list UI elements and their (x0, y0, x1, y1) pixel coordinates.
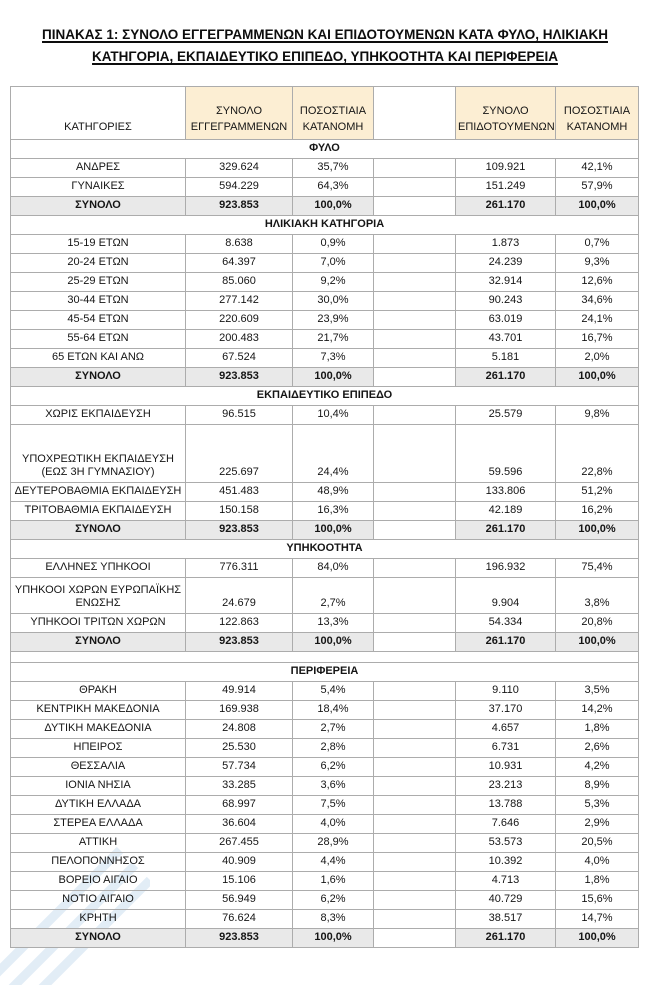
category-cell: ΔΥΤΙΚΗ ΕΛΛΑΔΑ (11, 796, 186, 815)
subsidized-pct-cell: 1,8% (556, 872, 639, 891)
registered-count-cell: 56.949 (186, 891, 293, 910)
subsidized-count-cell: 7.646 (456, 815, 556, 834)
category-cell: 20-24 ΕΤΩΝ (11, 254, 186, 273)
table-row (11, 739, 639, 758)
section-header-cell: ΕΚΠΑΙΔΕΥΤΙΚΟ ΕΠΙΠΕΔΟ (11, 387, 639, 406)
table-row (11, 853, 639, 872)
registered-count-cell: 923.853 (186, 929, 293, 948)
subsidized-count-cell: 5.181 (456, 349, 556, 368)
gap-cell (374, 254, 456, 273)
page-title (10, 24, 640, 67)
gap-cell (374, 891, 456, 910)
subsidized-pct-cell: 22,8% (556, 425, 639, 483)
subsidized-pct-cell: 75,4% (556, 559, 639, 578)
table-row (11, 834, 639, 853)
gap-cell (374, 483, 456, 502)
category-cell: ΣΥΝΟΛΟ (11, 521, 186, 540)
section-header-cell: ΦΥΛΟ (11, 140, 639, 159)
total-row (11, 368, 639, 387)
subsidized-count-cell: 90.243 (456, 292, 556, 311)
subsidized-count-cell: 59.596 (456, 425, 556, 483)
subsidized-pct-cell: 20,5% (556, 834, 639, 853)
subsidized-pct-cell: 2,9% (556, 815, 639, 834)
subsidized-pct-cell: 100,0% (556, 368, 639, 387)
table-row (11, 815, 639, 834)
table-row (11, 178, 639, 197)
registered-count-cell: 33.285 (186, 777, 293, 796)
subsidized-pct-cell: 0,7% (556, 235, 639, 254)
subsidized-pct-cell: 2,0% (556, 349, 639, 368)
subsidized-count-cell: 10.392 (456, 853, 556, 872)
subsidized-count-cell: 261.170 (456, 633, 556, 652)
gap-cell (374, 178, 456, 197)
registered-pct-cell: 4,0% (293, 815, 374, 834)
table-row (11, 701, 639, 720)
subsidized-count-cell: 6.731 (456, 739, 556, 758)
category-cell: ΝΟΤΙΟ ΑΙΓΑΙΟ (11, 891, 186, 910)
category-cell: ΧΩΡΙΣ ΕΚΠΑΙΔΕΥΣΗ (11, 406, 186, 425)
gap-cell (374, 559, 456, 578)
column-header-registered-pct: ΠΟΣΟΣΤΙΑΙΑ ΚΑΤΑΝΟΜΗ (293, 87, 374, 140)
registered-count-cell: 96.515 (186, 406, 293, 425)
table-row (11, 311, 639, 330)
gap-cell (374, 521, 456, 540)
subsidized-count-cell: 37.170 (456, 701, 556, 720)
registered-count-cell: 15.106 (186, 872, 293, 891)
registered-count-cell: 776.311 (186, 559, 293, 578)
category-cell: ΑΝΔΡΕΣ (11, 159, 186, 178)
category-cell: ΔΥΤΙΚΗ ΜΑΚΕΔΟΝΙΑ (11, 720, 186, 739)
subsidized-count-cell: 43.701 (456, 330, 556, 349)
gap-cell (374, 614, 456, 633)
registered-pct-cell: 7,0% (293, 254, 374, 273)
category-cell: ΚΡΗΤΗ (11, 910, 186, 929)
subsidized-pct-cell: 12,6% (556, 273, 639, 292)
subsidized-count-cell: 38.517 (456, 910, 556, 929)
table-row (11, 273, 639, 292)
header-row (11, 87, 639, 140)
table-row (11, 483, 639, 502)
gap-cell (374, 273, 456, 292)
subsidized-pct-cell: 5,3% (556, 796, 639, 815)
registered-pct-cell: 5,4% (293, 682, 374, 701)
category-cell: 25-29 ΕΤΩΝ (11, 273, 186, 292)
table-row (11, 720, 639, 739)
table-row (11, 235, 639, 254)
subsidized-pct-cell: 100,0% (556, 633, 639, 652)
gap-cell (374, 796, 456, 815)
registered-count-cell: 451.483 (186, 483, 293, 502)
subsidized-pct-cell: 3,5% (556, 682, 639, 701)
category-cell: ΤΡΙΤΟΒΑΘΜΙΑ ΕΚΠΑΙΔΕΥΣΗ (11, 502, 186, 521)
registered-count-cell: 594.229 (186, 178, 293, 197)
table-row (11, 159, 639, 178)
gap-cell (374, 872, 456, 891)
spacer-row (11, 652, 639, 663)
table-row (11, 502, 639, 521)
registered-pct-cell: 6,2% (293, 758, 374, 777)
section-header-row (11, 663, 639, 682)
subsidized-pct-cell: 9,8% (556, 406, 639, 425)
column-header-registered-total: ΣΥΝΟΛΟ ΕΓΓΕΓΡΑΜΜΕΝΩΝ (186, 87, 293, 140)
section-header-cell: ΥΠΗΚΟΟΤΗΤΑ (11, 540, 639, 559)
category-cell: ΒΟΡΕΙΟ ΑΙΓΑΙΟ (11, 872, 186, 891)
registered-pct-cell: 1,6% (293, 872, 374, 891)
subsidized-count-cell: 53.573 (456, 834, 556, 853)
registered-count-cell: 25.530 (186, 739, 293, 758)
table-row (11, 614, 639, 633)
gap-cell (374, 197, 456, 216)
registered-count-cell: 40.909 (186, 853, 293, 872)
subsidized-count-cell: 133.806 (456, 483, 556, 502)
category-cell: ΥΠΗΚΟΟΙ ΧΩΡΩΝ ΕΥΡΩΠΑΪΚΗΣ ΕΝΩΣΗΣ (11, 578, 186, 614)
gap-cell (374, 777, 456, 796)
table-row (11, 758, 639, 777)
category-cell: ΥΠΗΚΟΟΙ ΤΡΙΤΩΝ ΧΩΡΩΝ (11, 614, 186, 633)
registered-pct-cell: 2,7% (293, 578, 374, 614)
registered-count-cell: 225.697 (186, 425, 293, 483)
subsidized-pct-cell: 16,7% (556, 330, 639, 349)
subsidized-count-cell: 109.921 (456, 159, 556, 178)
subsidized-count-cell: 63.019 (456, 311, 556, 330)
category-cell: 15-19 ΕΤΩΝ (11, 235, 186, 254)
subsidized-count-cell: 40.729 (456, 891, 556, 910)
table-row (11, 559, 639, 578)
subsidized-pct-cell: 4,0% (556, 853, 639, 872)
gap-cell (374, 739, 456, 758)
subsidized-count-cell: 23.213 (456, 777, 556, 796)
gap-cell (374, 929, 456, 948)
registered-pct-cell: 3,6% (293, 777, 374, 796)
subsidized-pct-cell: 100,0% (556, 197, 639, 216)
subsidized-pct-cell: 3,8% (556, 578, 639, 614)
page-title-line-1: ΠΙΝΑΚΑΣ 1: ΣΥΝΟΛΟ ΕΓΓΕΓΡΑΜΜΕΝΩΝ ΚΑΙ ΕΠΙΔΟΤΟΥΜΕΝΩΝ ΚΑΤΑ ΦΥΛΟ, ΗΛΙΚΙΑΚΗ (42, 27, 608, 42)
registered-pct-cell: 23,9% (293, 311, 374, 330)
gap-cell (374, 633, 456, 652)
statistics-table (10, 86, 639, 948)
registered-pct-cell: 6,2% (293, 891, 374, 910)
registered-count-cell: 150.158 (186, 502, 293, 521)
total-row (11, 521, 639, 540)
gap-cell (374, 406, 456, 425)
category-cell: ΣΤΕΡΕΑ ΕΛΛΑΔΑ (11, 815, 186, 834)
column-header-subsidized-total: ΣΥΝΟΛΟ ΕΠΙΔΟΤΟΥΜΕΝΩΝ (456, 87, 556, 140)
subsidized-count-cell: 261.170 (456, 929, 556, 948)
category-cell: ΣΥΝΟΛΟ (11, 929, 186, 948)
registered-count-cell: 169.938 (186, 701, 293, 720)
table-row (11, 910, 639, 929)
registered-count-cell: 36.604 (186, 815, 293, 834)
section-header-row (11, 216, 639, 235)
subsidized-pct-cell: 57,9% (556, 178, 639, 197)
subsidized-pct-cell: 14,2% (556, 701, 639, 720)
registered-pct-cell: 18,4% (293, 701, 374, 720)
spacer-cell (11, 652, 639, 663)
registered-pct-cell: 24,4% (293, 425, 374, 483)
subsidized-pct-cell: 51,2% (556, 483, 639, 502)
category-cell: ΥΠΟΧΡΕΩΤΙΚΗ ΕΚΠΑΙΔΕΥΣΗ (ΕΩΣ 3Η ΓΥΜΝΑΣΙΟΥ) (11, 425, 186, 483)
registered-count-cell: 85.060 (186, 273, 293, 292)
table-row (11, 872, 639, 891)
registered-count-cell: 64.397 (186, 254, 293, 273)
registered-count-cell: 24.808 (186, 720, 293, 739)
registered-count-cell: 8.638 (186, 235, 293, 254)
gap-cell (374, 720, 456, 739)
registered-count-cell: 277.142 (186, 292, 293, 311)
registered-count-cell: 923.853 (186, 633, 293, 652)
subsidized-count-cell: 4.713 (456, 872, 556, 891)
registered-pct-cell: 0,9% (293, 235, 374, 254)
registered-pct-cell: 30,0% (293, 292, 374, 311)
subsidized-pct-cell: 24,1% (556, 311, 639, 330)
column-header-gap (374, 87, 456, 140)
registered-pct-cell: 84,0% (293, 559, 374, 578)
gap-cell (374, 159, 456, 178)
subsidized-pct-cell: 100,0% (556, 521, 639, 540)
registered-pct-cell: 9,2% (293, 273, 374, 292)
subsidized-count-cell: 9.110 (456, 682, 556, 701)
column-header-subsidized-pct: ΠΟΣΟΣΤΙΑΙΑ ΚΑΤΑΝΟΜΗ (556, 87, 639, 140)
table-row (11, 330, 639, 349)
category-cell: ΔΕΥΤΕΡΟΒΑΘΜΙΑ ΕΚΠΑΙΔΕΥΣΗ (11, 483, 186, 502)
registered-pct-cell: 100,0% (293, 929, 374, 948)
registered-pct-cell: 13,3% (293, 614, 374, 633)
registered-pct-cell: 16,3% (293, 502, 374, 521)
gap-cell (374, 502, 456, 521)
registered-count-cell: 49.914 (186, 682, 293, 701)
category-cell: ΚΕΝΤΡΙΚΗ ΜΑΚΕΔΟΝΙΑ (11, 701, 186, 720)
gap-cell (374, 292, 456, 311)
subsidized-pct-cell: 34,6% (556, 292, 639, 311)
category-cell: ΙΟΝΙΑ ΝΗΣΙΑ (11, 777, 186, 796)
section-header-row (11, 140, 639, 159)
registered-pct-cell: 2,7% (293, 720, 374, 739)
section-header-row (11, 387, 639, 406)
subsidized-count-cell: 13.788 (456, 796, 556, 815)
category-cell: ΗΠΕΙΡΟΣ (11, 739, 186, 758)
category-cell: ΣΥΝΟΛΟ (11, 368, 186, 387)
subsidized-count-cell: 25.579 (456, 406, 556, 425)
category-cell: 45-54 ΕΤΩΝ (11, 311, 186, 330)
table-row (11, 777, 639, 796)
subsidized-pct-cell: 16,2% (556, 502, 639, 521)
category-cell: ΑΤΤΙΚΗ (11, 834, 186, 853)
registered-pct-cell: 28,9% (293, 834, 374, 853)
gap-cell (374, 330, 456, 349)
table-row (11, 682, 639, 701)
table-row (11, 578, 639, 614)
category-cell: ΓΥΝΑΙΚΕΣ (11, 178, 186, 197)
registered-count-cell: 68.997 (186, 796, 293, 815)
gap-cell (374, 578, 456, 614)
subsidized-count-cell: 261.170 (456, 197, 556, 216)
registered-count-cell: 923.853 (186, 521, 293, 540)
registered-count-cell: 57.734 (186, 758, 293, 777)
category-cell: ΣΥΝΟΛΟ (11, 633, 186, 652)
subsidized-pct-cell: 8,9% (556, 777, 639, 796)
subsidized-pct-cell: 42,1% (556, 159, 639, 178)
registered-pct-cell: 64,3% (293, 178, 374, 197)
total-row (11, 929, 639, 948)
category-cell: ΠΕΛΟΠΟΝΝΗΣΟΣ (11, 853, 186, 872)
registered-count-cell: 267.455 (186, 834, 293, 853)
registered-count-cell: 923.853 (186, 368, 293, 387)
gap-cell (374, 758, 456, 777)
gap-cell (374, 701, 456, 720)
table-row (11, 425, 639, 483)
subsidized-count-cell: 24.239 (456, 254, 556, 273)
gap-cell (374, 910, 456, 929)
subsidized-pct-cell: 4,2% (556, 758, 639, 777)
registered-pct-cell: 100,0% (293, 368, 374, 387)
registered-pct-cell: 7,5% (293, 796, 374, 815)
gap-cell (374, 682, 456, 701)
gap-cell (374, 349, 456, 368)
registered-pct-cell: 4,4% (293, 853, 374, 872)
subsidized-count-cell: 32.914 (456, 273, 556, 292)
gap-cell (374, 311, 456, 330)
subsidized-pct-cell: 14,7% (556, 910, 639, 929)
table-row (11, 796, 639, 815)
subsidized-count-cell: 9.904 (456, 578, 556, 614)
subsidized-count-cell: 42.189 (456, 502, 556, 521)
registered-count-cell: 220.609 (186, 311, 293, 330)
category-cell: 30-44 ΕΤΩΝ (11, 292, 186, 311)
gap-cell (374, 368, 456, 387)
subsidized-count-cell: 10.931 (456, 758, 556, 777)
subsidized-count-cell: 1.873 (456, 235, 556, 254)
page-title-line-2: ΚΑΤΗΓΟΡΙΑ, ΕΚΠΑΙΔΕΥΤΙΚΟ ΕΠΙΠΕΔΟ, ΥΠΗΚΟΟΤΗΤΑ ΚΑΙ ΠΕΡΙΦΕΡΕΙΑ (92, 48, 558, 64)
gap-cell (374, 425, 456, 483)
subsidized-pct-cell: 15,6% (556, 891, 639, 910)
gap-cell (374, 235, 456, 254)
table-row (11, 406, 639, 425)
table-row (11, 349, 639, 368)
registered-count-cell: 329.624 (186, 159, 293, 178)
registered-pct-cell: 7,3% (293, 349, 374, 368)
registered-pct-cell: 100,0% (293, 521, 374, 540)
table-row (11, 891, 639, 910)
column-header-categories: ΚΑΤΗΓΟΡΙΕΣ (11, 87, 186, 140)
gap-cell (374, 834, 456, 853)
subsidized-count-cell: 151.249 (456, 178, 556, 197)
registered-count-cell: 24.679 (186, 578, 293, 614)
gap-cell (374, 853, 456, 872)
registered-pct-cell: 8,3% (293, 910, 374, 929)
registered-pct-cell: 10,4% (293, 406, 374, 425)
subsidized-pct-cell: 1,8% (556, 720, 639, 739)
category-cell: ΣΥΝΟΛΟ (11, 197, 186, 216)
registered-pct-cell: 48,9% (293, 483, 374, 502)
subsidized-pct-cell: 100,0% (556, 929, 639, 948)
registered-count-cell: 200.483 (186, 330, 293, 349)
category-cell: ΕΛΛΗΝΕΣ ΥΠΗΚΟΟΙ (11, 559, 186, 578)
subsidized-count-cell: 196.932 (456, 559, 556, 578)
subsidized-count-cell: 261.170 (456, 368, 556, 387)
subsidized-count-cell: 261.170 (456, 521, 556, 540)
registered-pct-cell: 21,7% (293, 330, 374, 349)
registered-count-cell: 923.853 (186, 197, 293, 216)
category-cell: ΘΡΑΚΗ (11, 682, 186, 701)
registered-pct-cell: 2,8% (293, 739, 374, 758)
subsidized-count-cell: 4.657 (456, 720, 556, 739)
table-row (11, 254, 639, 273)
category-cell: ΘΕΣΣΑΛΙΑ (11, 758, 186, 777)
category-cell: 65 ΕΤΩΝ ΚΑΙ ΑΝΩ (11, 349, 186, 368)
subsidized-pct-cell: 9,3% (556, 254, 639, 273)
section-header-cell: ΠΕΡΙΦΕΡΕΙΑ (11, 663, 639, 682)
subsidized-count-cell: 54.334 (456, 614, 556, 633)
registered-pct-cell: 100,0% (293, 633, 374, 652)
registered-count-cell: 76.624 (186, 910, 293, 929)
subsidized-pct-cell: 20,8% (556, 614, 639, 633)
section-header-cell: ΗΛΙΚΙΑΚΗ ΚΑΤΗΓΟΡΙΑ (11, 216, 639, 235)
total-row (11, 197, 639, 216)
category-cell: 55-64 ΕΤΩΝ (11, 330, 186, 349)
registered-count-cell: 67.524 (186, 349, 293, 368)
table-row (11, 292, 639, 311)
section-header-row (11, 540, 639, 559)
registered-count-cell: 122.863 (186, 614, 293, 633)
gap-cell (374, 815, 456, 834)
subsidized-pct-cell: 2,6% (556, 739, 639, 758)
registered-pct-cell: 35,7% (293, 159, 374, 178)
registered-pct-cell: 100,0% (293, 197, 374, 216)
total-row (11, 633, 639, 652)
